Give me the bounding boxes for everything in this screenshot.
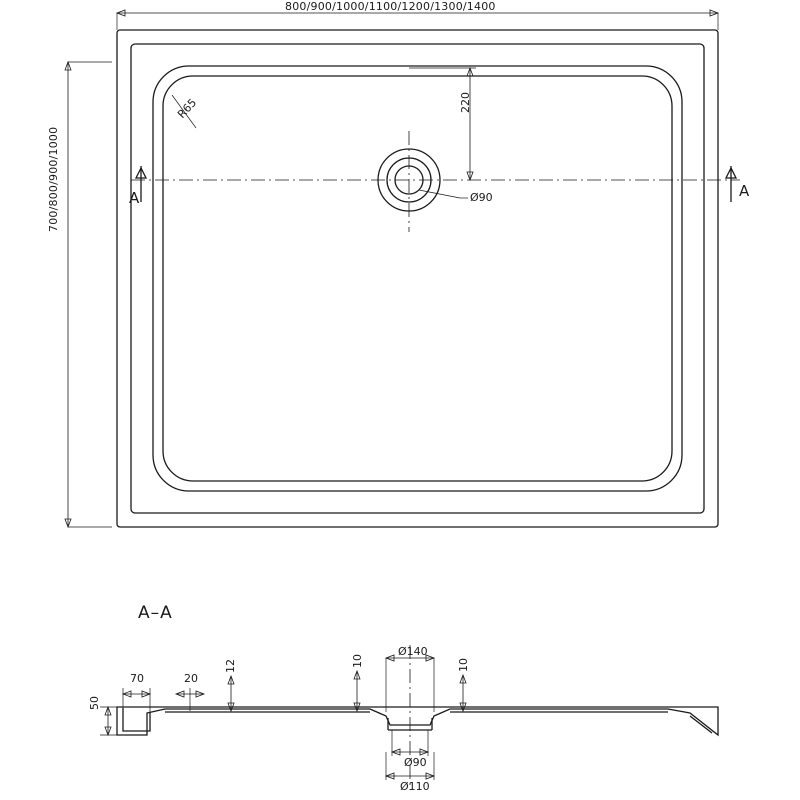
section-dia-140-label: Ø140 bbox=[398, 645, 428, 658]
dim-10-right bbox=[460, 675, 466, 711]
section-dia-90-label: Ø90 bbox=[404, 756, 427, 769]
section-title: A–A bbox=[138, 603, 173, 623]
section-dia-110-label: Ø110 bbox=[400, 780, 430, 793]
tray-outline bbox=[117, 30, 718, 527]
dim-12 bbox=[228, 676, 234, 711]
top-dimension-label: 800/900/1000/1100/1200/1300/1400 bbox=[285, 0, 496, 13]
radius-label: R65 bbox=[175, 96, 200, 121]
section-profile bbox=[117, 707, 718, 735]
section-dim-10-left-label: 10 bbox=[351, 654, 364, 668]
drain-diameter-label: Ø90 bbox=[470, 191, 493, 204]
section-dim-12-label: 12 bbox=[224, 659, 237, 673]
left-dimension-label: 700/800/900/1000 bbox=[47, 126, 60, 232]
tray-flange-edge bbox=[131, 44, 704, 513]
section-cut-right bbox=[726, 166, 736, 202]
drain-offset-label: 220 bbox=[459, 92, 472, 113]
drain-offset-dimension bbox=[409, 68, 476, 180]
cut-mark-label-right: A bbox=[739, 182, 750, 200]
dim-10-left bbox=[354, 671, 360, 711]
section-dim-70-label: 70 bbox=[130, 672, 144, 685]
tray-basin-outer bbox=[153, 66, 682, 491]
section-dim-50-label: 50 bbox=[88, 696, 101, 710]
left-dimension-line bbox=[65, 62, 112, 527]
dim-70 bbox=[123, 688, 150, 712]
tray-basin-inner bbox=[163, 76, 672, 481]
top-dimension-line bbox=[117, 10, 718, 30]
cut-mark-label-left: A bbox=[129, 189, 140, 207]
section-dim-20-label: 20 bbox=[184, 672, 198, 685]
section-dim-10-right-label: 10 bbox=[457, 658, 470, 672]
